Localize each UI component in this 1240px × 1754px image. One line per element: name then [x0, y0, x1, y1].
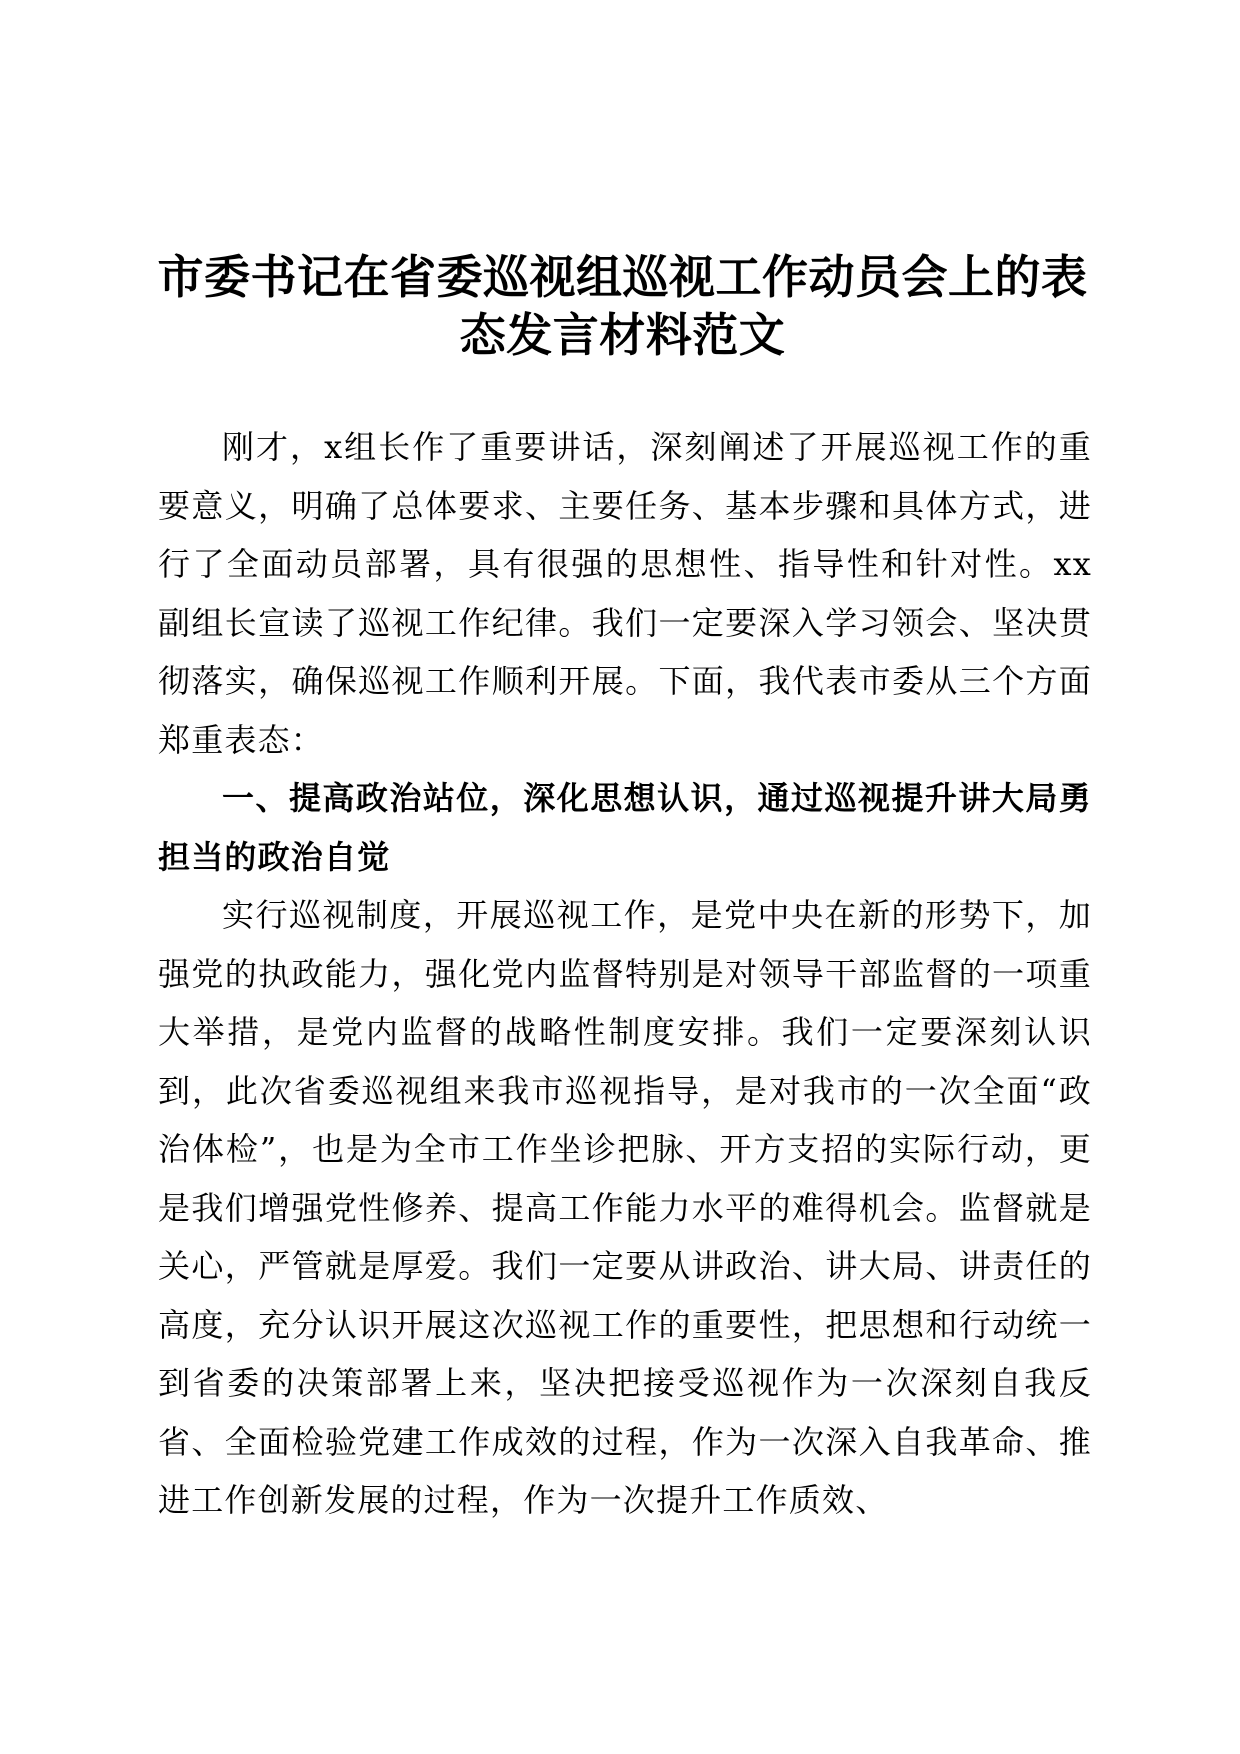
section-1-paragraph: 实行巡视制度，开展巡视工作，是党中央在新的形势下，加强党的执政能力，强化党内监督特别是对领导干部监督的一项重大举措，是党内监督的战略性制度安排。我们一定要深刻认识到，此次省委巡视组来我市巡视指导，是对我市的一次全面“政治体检”，也是为全市工作坐诊把脉、开方支招的实际行动，更是我们增强党性修养、提高工作能力水平的难得机会。监督就是关心，严管就是厚爱。我们一定要从讲政治、讲大局、讲责任的高度，充分认识开展这次巡视工作的重要性，把思想和行动统一到省委的决策部署上来，坚决把接受巡视作为一次深刻自我反省、全面检验党建工作成效的过程，作为一次深入自我革命、推进工作创新发展的过程，作为一次提升工作质效、 — [158, 896, 1092, 1519]
document-body — [158, 418, 1092, 1530]
intro-paragraph: 刚才，x组长作了重要讲话，深刻阐述了开展巡视工作的重要意义，明确了总体要求、主要任务、基本步骤和具体方式，进行了全面动员部署，具有很强的思想性、指导性和针对性。xx副组长宣读了巡视工作纪律。我们一定要深入学习领会、坚决贯彻落实，确保巡视工作顺利开展。下面，我代表市委从三个方面郑重表态： — [158, 428, 1092, 759]
document-title: 市委书记在省委巡视组巡视工作动员会上的表态发言材料范文 — [157, 250, 1088, 362]
section-heading-1: 一、提高政治站位，深化思想认识，通过巡视提升讲大局勇担当的政治自觉 — [158, 779, 1092, 876]
